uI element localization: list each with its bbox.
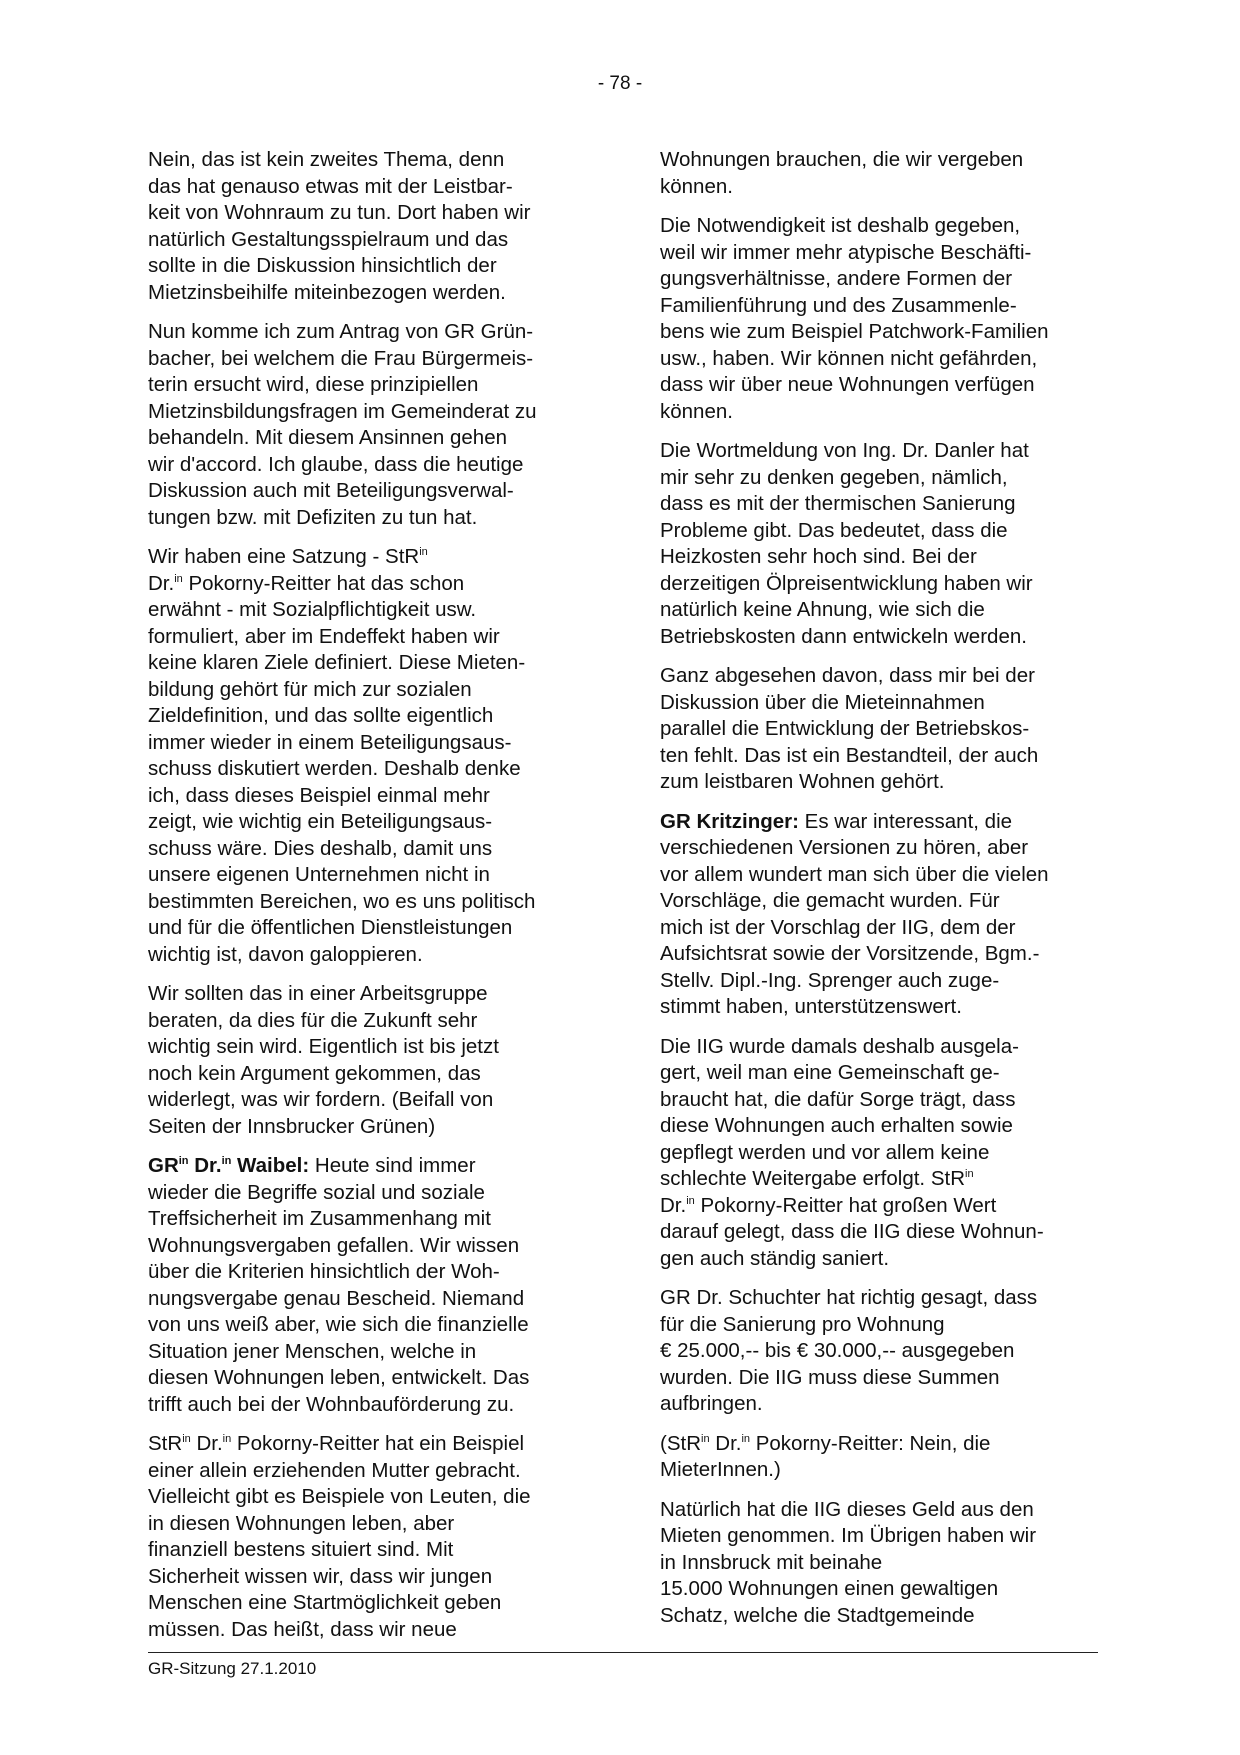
paragraph: Wir sollten das in einer Arbeitsgruppe beraten, da dies für die Zukunft sehr wichtig sein wird. Eigentlich ist bis jetzt noch kein Argument gekommen, das widerlegt, was wir fordern. (Beifall von Seiten der Innsbrucker Grünen) <box>148 982 499 1138</box>
paragraph: Nun komme ich zum Antrag von GR Grün- bacher, bei welchem die Frau Bürgermeis- terin ersucht wird, diese prinzipiellen Mietzinsbildungsfragen im Gemeinderat zu behandeln. Mit diesem Ansinnen gehen wir d'accord. Ich glaube, dass die heutige Diskussion auch mit Beteiligungsverwal- tungen bzw. mit Defiziten zu tun hat. <box>148 320 537 529</box>
footer-session-date: GR-Sitzung 27.1.2010 <box>148 1659 317 1678</box>
paragraph: GR Dr. Schuchter hat richtig gesagt, dass für die Sanierung pro Wohnung € 25.000,-- bis € 30.000,-- ausgegeben wurden. Die IIG muss diese Summen aufbringen. <box>660 1286 1038 1415</box>
right-column <box>660 147 1110 1642</box>
footer-divider <box>148 1652 1098 1653</box>
paragraph: $GR^{in}$ Dr.$^{in}$ Waibel: Heute sind immer wieder die Begriffe sozial und soziale Treffsicherheit im Zusammenhang mit Wohnungsvergaben gefallen. Wir wissen über die Kriterien hinsichtlich der Woh- nungsvergabe genau Bescheid. Niemand von uns weiß aber, wie sich die finanzielle Situation jener Menschen, welche in diesen Wohnungen leben, entwickelt. Das trifft auch bei der Wohnbauförderung zu. <box>148 1154 530 1416</box>
paragraph: Natürlich hat die IIG dieses Geld aus den Mieten genommen. Im Übrigen haben wir in Innsbruck mit beinahe 15.000 Wohnungen einen gewaltigen Schatz, welche die Stadtgemeinde <box>660 1497 1037 1627</box>
paragraph: Nein, das ist kein zweites Thema, denn das hat genauso etwas mit der Leistbar- keit von Wohnraum zu tun. Dort haben wir natürlich Gestaltungsspielraum und das sollte in die Diskussion hinsichtlich der Mietzinsbeihilfe miteinbezogen werden. <box>148 148 531 304</box>
paragraph: GR Kritzinger: Es war interessant, die verschiedenen Versionen zu hören, aber vor allem wundert man sich über die vielen Vorschläge, die gemacht wurden. Für mich ist der Vorschlag der IIG, dem der Aufsichtsrat sowie der Vorsitzende, Bgm.- Stellv. Dipl.-Ing. Sprenger auch zuge- stimmt haben, unterstützenswert. <box>660 809 1049 1018</box>
paragraph: (StR$^{in}$ Dr.$^{in}$ Pokorny-Reitter: Nein, die MieterInnen.) <box>660 1431 991 1481</box>
paragraph: Die Wortmeldung von Ing. Dr. Danler hat mir sehr zu denken gegeben, nämlich, dass es mit der thermischen Sanierung Probleme gibt. Das bedeutet, dass die Heizkosten sehr hoch sind. Bei der derzeitigen Ölpreisentwicklung haben wir natürlich keine Ahnung, wie sich die Betriebskosten dann entwickeln werden. <box>660 439 1033 648</box>
paragraph: Ganz abgesehen davon, dass mir bei der Diskussion über die Mieteinnahmen parallel die Entwicklung der Betriebskos- ten fehlt. Das ist ein Bestandteil, der auch zum leistbaren Wohnen gehört. <box>660 664 1039 793</box>
paragraph: Die IIG wurde damals deshalb ausgela- gert, weil man eine Gemeinschaft ge- braucht hat, die dafür Sorge trägt, dass diese Wohnungen auch erhalten sowie gepflegt werden und vor allem keine schlechte Weitergabe erfolgt. StR$^{in}$ Dr.$^{in}$ Pokorny-Reitter hat großen Wert darauf gelegt, dass die IIG diese Wohnun- gen auch ständig saniert. <box>660 1034 1044 1270</box>
paragraph: StR$^{in}$ Dr.$^{in}$ Pokorny-Reitter hat ein Beispiel einer allein erziehenden Mutter gebracht. Vielleicht gibt es Beispiele von Leuten, die in diesen Wohnungen leben, aber finanziell bestens situiert sind. Mit Sicherheit wissen wir, dass wir jungen Menschen eine Startmöglichkeit geben müssen. Das heißt, dass wir neue <box>148 1432 531 1641</box>
paragraph: Die Notwendigkeit ist deshalb gegeben, weil wir immer mehr atypische Beschäfti- gungsverhältnisse, andere Formen der Familienführung und des Zusammenle- bens wie zum Beispiel Patchwork-Familien usw., haben. Wir können nicht gefährden, dass wir über neue Wohnungen verfügen können. <box>660 214 1049 423</box>
paragraph: Wohnungen brauchen, die wir vergeben können. <box>660 148 1024 198</box>
left-column <box>148 147 598 1656</box>
paragraph: Wir haben eine Satzung - StR$^{in}$ Dr.$^{in}$ Pokorny-Reitter hat das schon erwähnt - mit Sozialpflichtigkeit usw. formuliert, aber im Endeffekt haben wir keine klaren Ziele definiert. Diese Mieten- bildung gehört für mich zur sozialen Zieldefinition, und das sollte eigentlich immer wieder in einem Beteiligungsaus- schuss diskutiert werden. Deshalb denke ich, dass dieses Beispiel einmal mehr zeigt, wie wichtig ein Beteiligungsaus- schuss wäre. Dies deshalb, damit uns unsere eigenen Unternehmen nicht in bestimmten Bereichen, wo es uns politisch und für die öffentlichen Dienstleistungen wichtig ist, davon galoppieren. <box>148 545 536 966</box>
page-number: - 78 - <box>597 73 643 94</box>
